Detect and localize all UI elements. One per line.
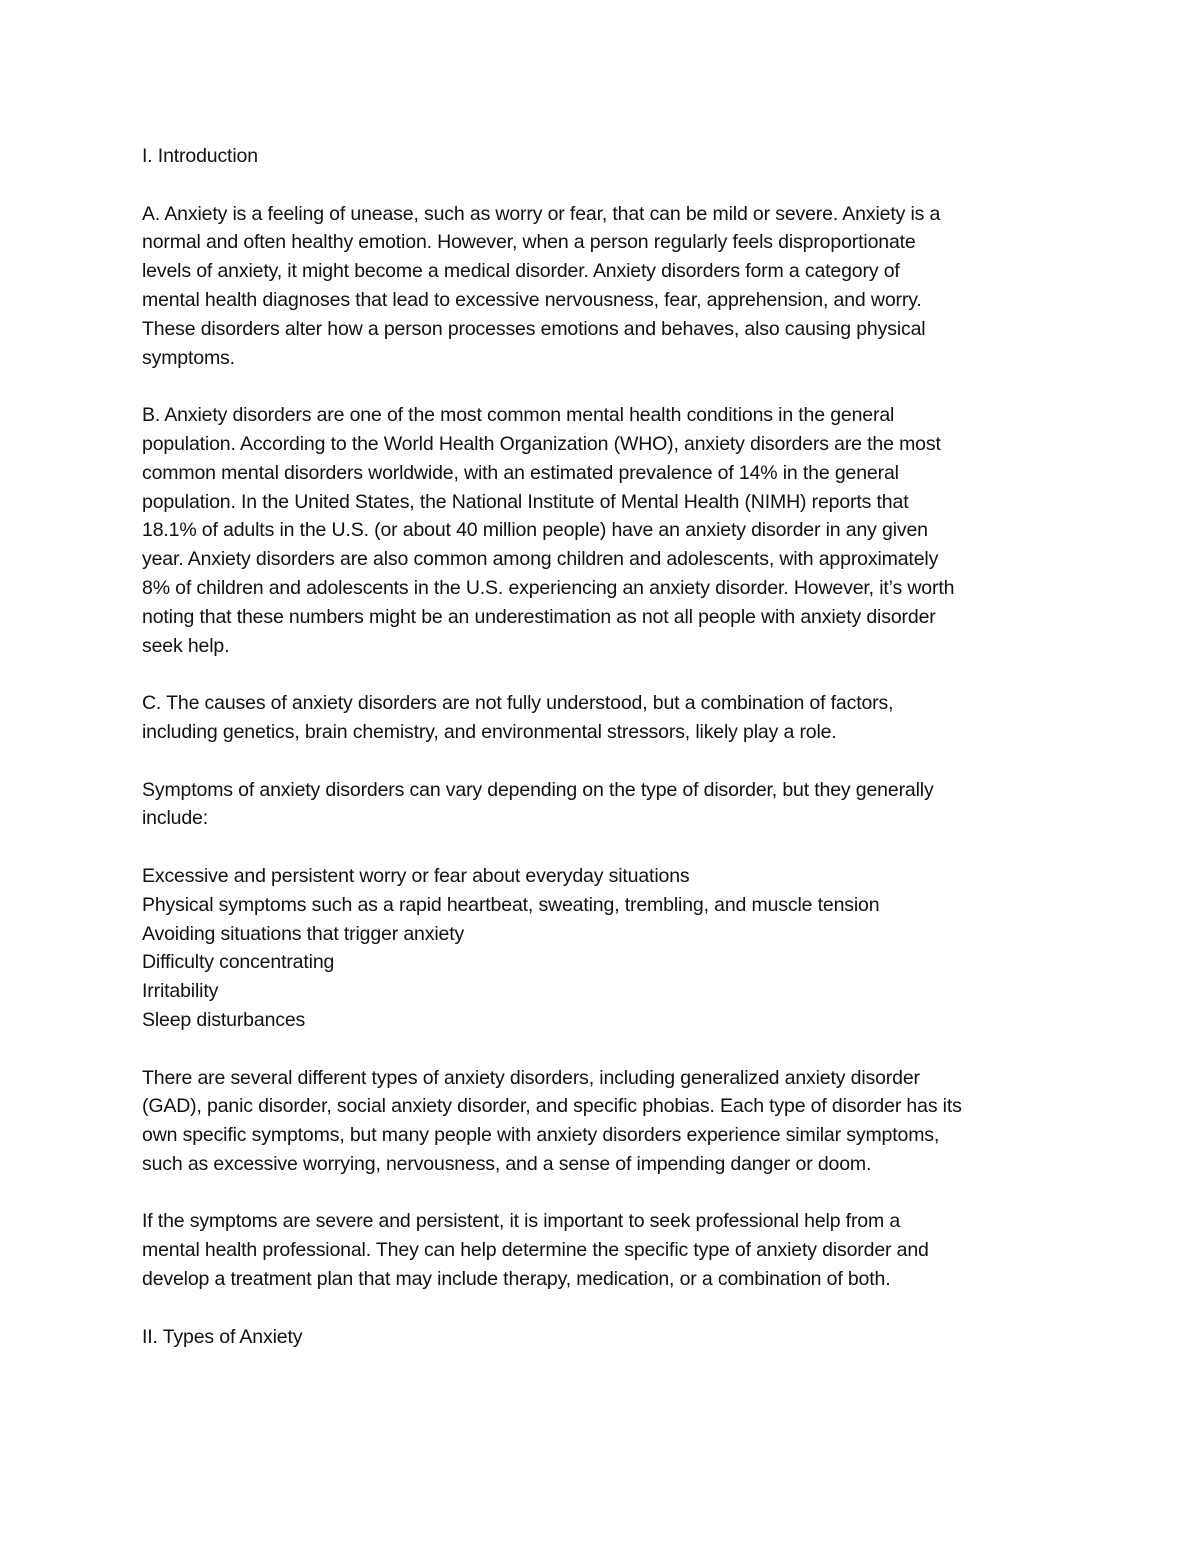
paragraph-spacer [142, 372, 1062, 401]
symptom-item: Irritability [142, 980, 219, 1003]
paragraph-line: such as excessive worrying, nervousness, and a sense of impending danger or doom. [142, 1152, 872, 1175]
types-paragraph [142, 1064, 1062, 1179]
paragraph-b [142, 401, 1062, 660]
symptom-item: Sleep disturbances [142, 1008, 306, 1031]
paragraph-line: include: [142, 807, 209, 830]
paragraph-line: B. Anxiety disorders are one of the most common mental health conditions in the general [142, 404, 895, 427]
paragraph-line: If the symptoms are severe and persistent, it is important to seek professional help from a [142, 1210, 901, 1233]
paragraph-line: levels of anxiety, it might become a medical disorder. Anxiety disorders form a category of [142, 260, 900, 283]
paragraph-line: population. In the United States, the National Institute of Mental Health (NIMH) reports that [142, 490, 909, 513]
symptoms-list [142, 862, 1062, 1035]
paragraph-c [142, 689, 1062, 747]
paragraph-line: develop a treatment plan that may include therapy, medication, or a combination of both. [142, 1268, 891, 1291]
paragraph-line: Symptoms of anxiety disorders can vary depending on the type of disorder, but they generally [142, 778, 934, 801]
paragraph-line: There are several different types of anxiety disorders, including generalized anxiety disorder [142, 1066, 920, 1089]
paragraph-line: including genetics, brain chemistry, and environmental stressors, likely play a role. [142, 720, 837, 743]
paragraph-line: normal and often healthy emotion. However, when a person regularly feels disproportionate [142, 231, 916, 254]
paragraph-line: symptoms. [142, 346, 235, 369]
section-heading-introduction: I. Introduction [142, 145, 258, 167]
section-heading-types-of-anxiety: II. Types of Anxiety [142, 1325, 303, 1348]
paragraph-line: seek help. [142, 634, 230, 657]
paragraph-spacer [142, 833, 1062, 862]
symptoms-intro [142, 776, 1062, 834]
paragraph-a [142, 200, 1062, 373]
paragraph-line: These disorders alter how a person processes emotions and behaves, also causing physical [142, 317, 926, 340]
paragraph-line: A. Anxiety is a feeling of unease, such as worry or fear, that can be mild or severe. Anxiety is a [142, 202, 941, 225]
paragraph-line: C. The causes of anxiety disorders are not fully understood, but a combination of factors, [142, 692, 894, 715]
paragraph-line: year. Anxiety disorders are also common among children and adolescents, with approximately [142, 548, 939, 571]
paragraph-spacer [142, 1294, 1062, 1323]
paragraph-line: mental health professional. They can help determine the specific type of anxiety disorder and [142, 1239, 929, 1262]
symptom-item: Difficulty concentrating [142, 951, 335, 974]
paragraph-spacer [142, 660, 1062, 689]
symptom-item: Avoiding situations that trigger anxiety [142, 922, 465, 945]
paragraph-line: common mental disorders worldwide, with an estimated prevalence of 14% in the general [142, 461, 899, 484]
paragraph-line: noting that these numbers might be an underestimation as not all people with anxiety disorder [142, 605, 936, 628]
paragraph-line: population. According to the World Health Organization (WHO), anxiety disorders are the most [142, 432, 941, 455]
paragraph-line: own specific symptoms, but many people with anxiety disorders experience similar symptoms, [142, 1124, 940, 1147]
help-paragraph [142, 1207, 1062, 1293]
paragraph-spacer [142, 1179, 1062, 1208]
paragraph-line: 18.1% of adults in the U.S. (or about 40 million people) have an anxiety disorder in any given [142, 519, 928, 542]
symptom-item: Excessive and persistent worry or fear about everyday situations [142, 864, 690, 887]
symptom-item: Physical symptoms such as a rapid heartbeat, sweating, trembling, and muscle tension [142, 893, 880, 916]
paragraph-spacer [142, 747, 1062, 776]
paragraph-spacer [142, 171, 1062, 200]
paragraph-line: 8% of children and adolescents in the U.S. experiencing an anxiety disorder. However, it’s worth [142, 576, 955, 599]
document-body [142, 142, 1062, 1351]
paragraph-spacer [142, 1035, 1062, 1064]
paragraph-line: (GAD), panic disorder, social anxiety disorder, and specific phobias. Each type of disorder has its [142, 1095, 962, 1118]
paragraph-line: mental health diagnoses that lead to excessive nervousness, fear, apprehension, and worry. [142, 288, 922, 311]
